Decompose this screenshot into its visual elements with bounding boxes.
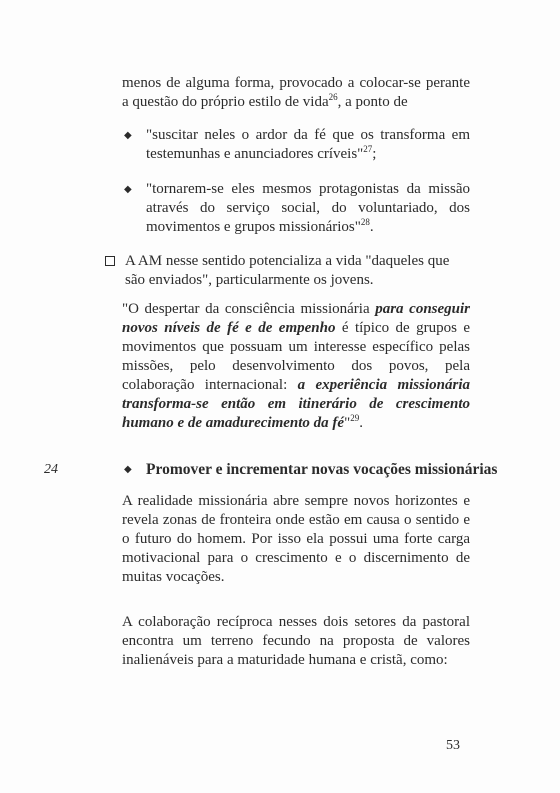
quote-text: " xyxy=(344,415,351,431)
footnote-ref-26: 26 xyxy=(328,92,338,102)
margin-number: 24 xyxy=(44,462,58,477)
bullet-end: . xyxy=(369,219,374,235)
footnote-ref-28: 28 xyxy=(360,217,370,227)
body-paragraph-1: A realidade missionária abre sempre novos horizontes e revela zonas de fronteira onde estão em causa o sentido e o futuro do homem. Por isso ela possui uma forte carga motivacional para o crescimento e o discernimento de muitas vocações. xyxy=(122,493,470,585)
intro-text-end: , a ponto de xyxy=(337,94,408,110)
bullet-item-1 xyxy=(146,126,470,164)
section-heading: Promover e incrementar novas vocações missionárias xyxy=(146,461,498,478)
quote-emphasis: para conseguir novos níveis de fé e de empenho xyxy=(122,301,470,336)
box-paragraph: A AM nesse sentido potencializa a vida "daqueles que são enviados", particularmente os jovens. xyxy=(125,253,450,288)
footnote-ref-29: 29 xyxy=(350,413,360,423)
quote-paragraph xyxy=(122,300,470,433)
bullet-text: "suscitar neles o ardor da fé que os transforma em testemunhas e anunciadores críveis" xyxy=(146,127,470,162)
bullet-diamond-icon: ◆ xyxy=(124,130,132,141)
quote-emphasis: a experiência missionária transforma-se então em itinerário de crescimento humano e de amadurecimento da fé xyxy=(122,377,470,431)
intro-text: menos de alguma forma, provocado a colocar-se perante a questão do próprio estilo de vida xyxy=(122,75,470,110)
quote-text: "O despertar da consciência missionária xyxy=(122,301,376,317)
bullet-end: ; xyxy=(372,146,377,162)
checkbox-square-icon xyxy=(105,256,115,266)
body-paragraph-2: A colaboração recíproca nesses dois setores da pastoral encontra um terreno fecundo na proposta de valores inalienáveis para a maturidade humana e cristã, como: xyxy=(122,614,470,668)
bullet-text: "tornarem-se eles mesmos protagonistas da missão através do serviço social, do voluntariado, dos movimentos e grupos missionários" xyxy=(146,181,470,235)
quote-text: é típico de grupos e movimentos que possuam um interesse específico pelas missões, pelo desenvolvimento dos povos, pela colaboração internacional: xyxy=(122,320,470,393)
bullet-item-2 xyxy=(146,180,470,237)
quote-end: . xyxy=(359,415,363,431)
intro-paragraph xyxy=(122,74,470,112)
page-number: 53 xyxy=(446,738,460,753)
bullet-diamond-icon: ◆ xyxy=(124,184,132,195)
footnote-ref-27: 27 xyxy=(363,144,373,154)
heading-diamond-icon: ◆ xyxy=(124,464,132,475)
